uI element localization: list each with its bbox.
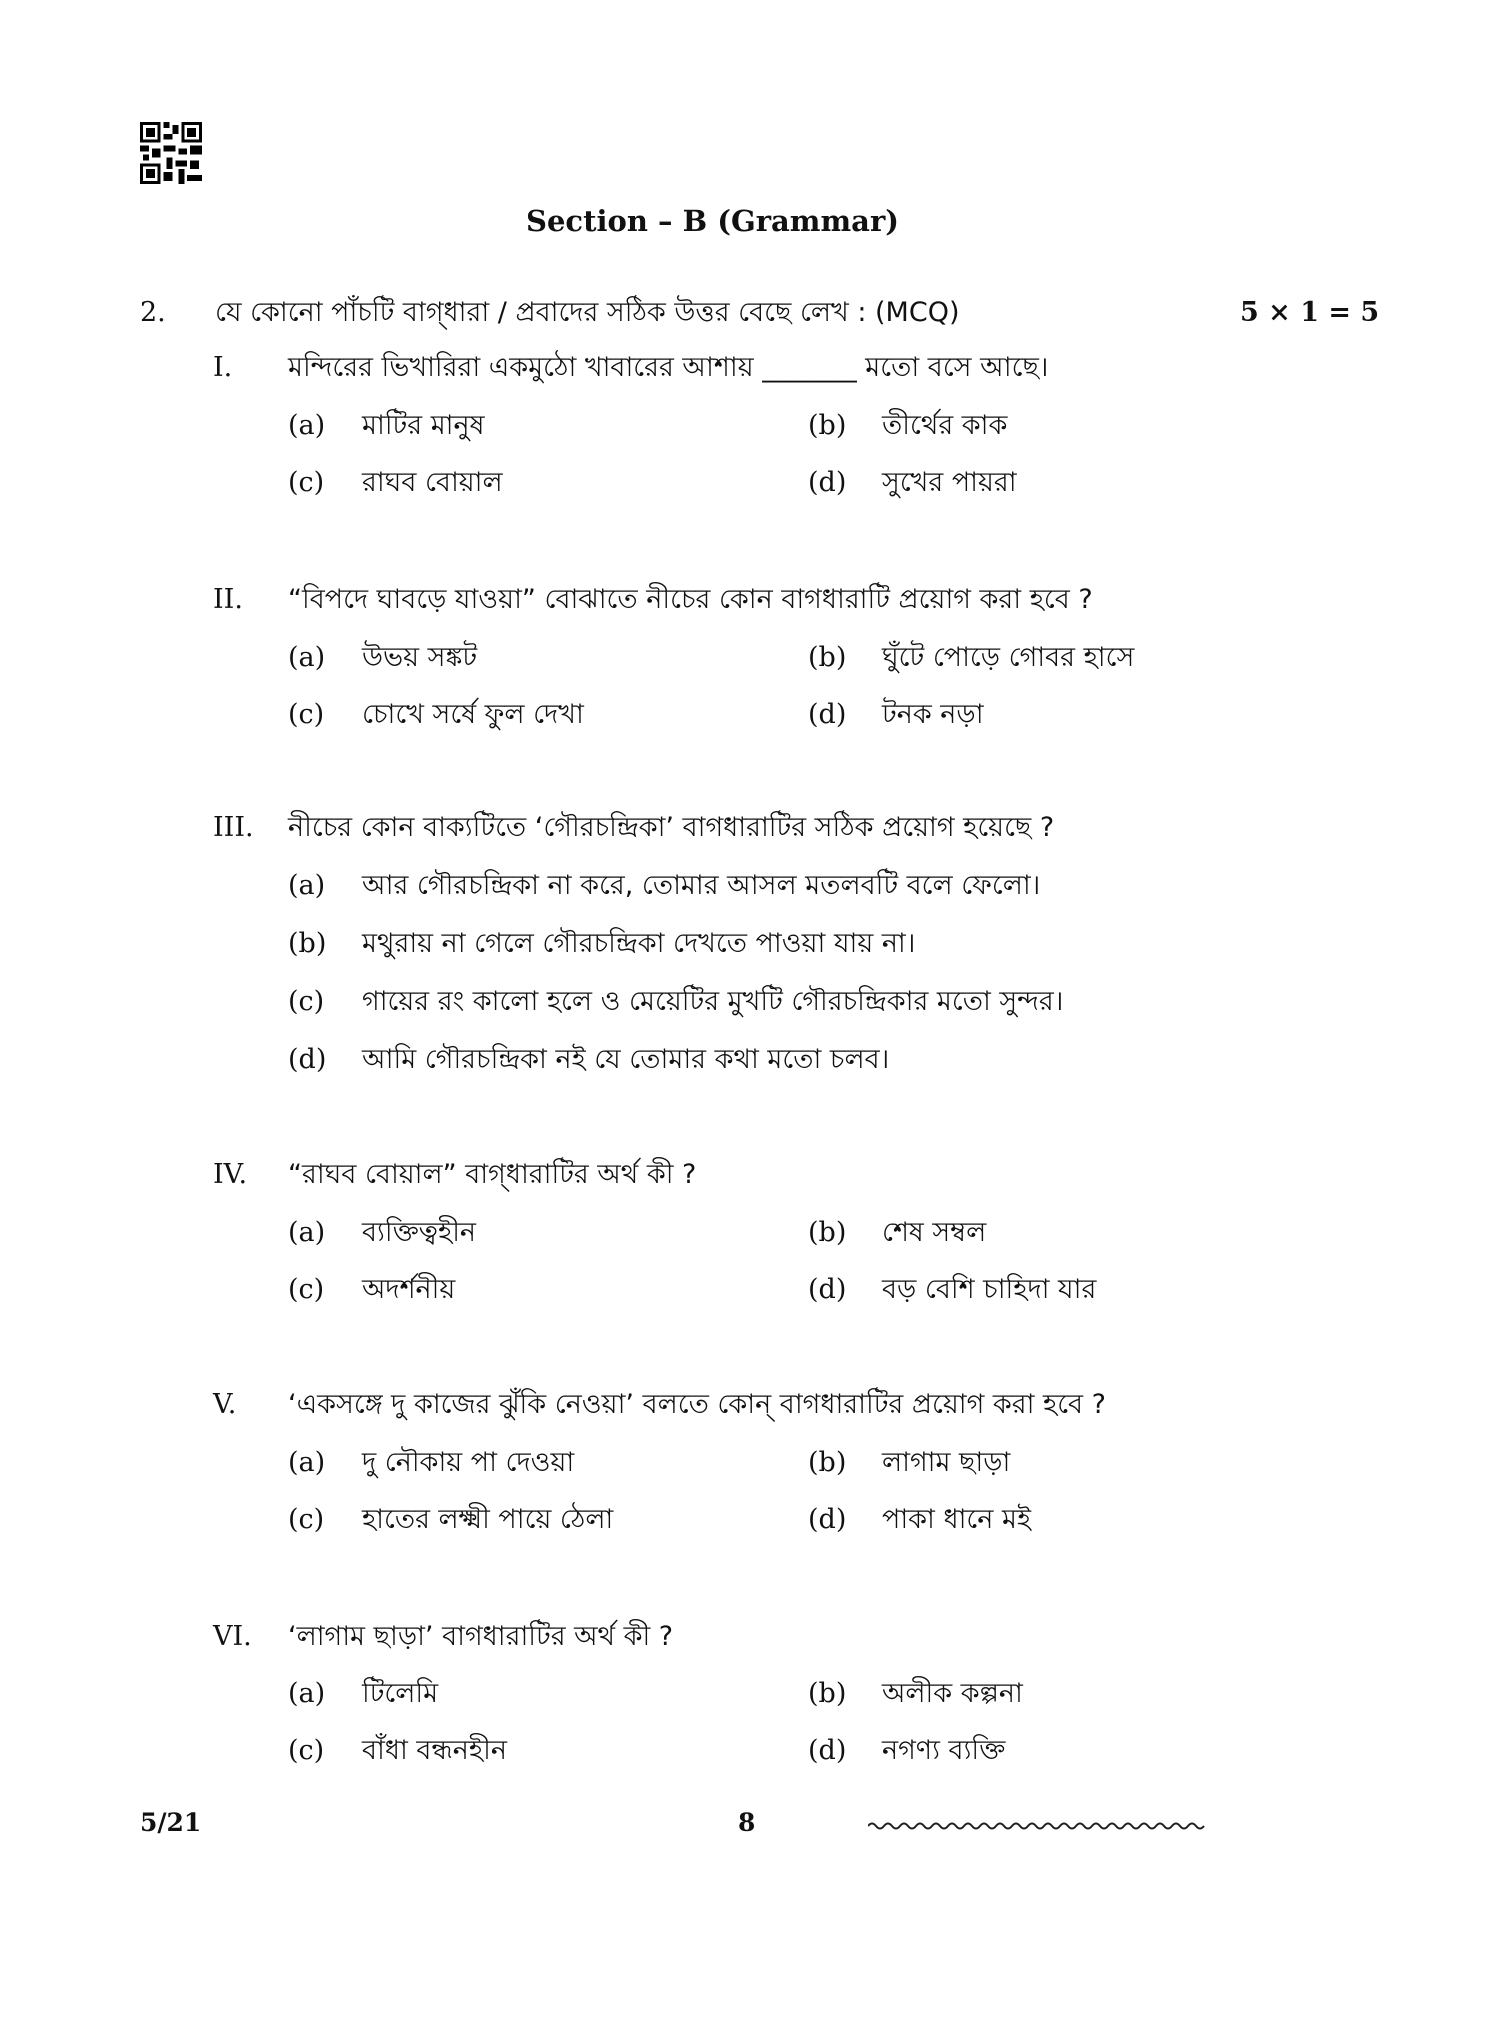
option-label: (c) xyxy=(288,1274,325,1305)
option-label: (a) xyxy=(288,642,326,673)
option-label: (c) xyxy=(288,986,325,1017)
page-number: 8 xyxy=(738,1808,756,1837)
wavy-line xyxy=(868,1818,1208,1837)
option-label: (b) xyxy=(288,928,327,959)
option-label: (a) xyxy=(288,870,326,901)
subquestion-text: মন্দিরের ভিখারিরা একমুঠো খাবারের আশায় _______ মতো বসে আছে। xyxy=(288,352,1049,383)
option-label: (b) xyxy=(808,1217,847,1248)
option-text: হাতের লক্ষ্মী পায়ে ঠেলা xyxy=(362,1504,614,1535)
question-marks: 5 × 1 = 5 xyxy=(1240,297,1380,328)
option-label: (b) xyxy=(808,1447,847,1478)
option-text: ঘুঁটে পোড়ে গোবর হাসে xyxy=(882,642,1135,673)
option-text: বাঁধা বন্ধনহীন xyxy=(362,1735,507,1766)
option-text: উভয় সঙ্কট xyxy=(362,642,478,673)
option-label: (d) xyxy=(808,1504,847,1535)
option-text: মথুরায় না গেলে গৌরচন্দ্রিকা দেখতে পাওয়া যায় না। xyxy=(362,928,916,959)
option-text: ব্যক্তিত্বহীন xyxy=(362,1217,477,1248)
option-text: টনক নড়া xyxy=(882,699,984,730)
option-label: (a) xyxy=(288,1447,326,1478)
option-text: শেষ সম্বল xyxy=(882,1217,987,1248)
subquestion-text: “বিপদে ঘাবড়ে যাওয়া” বোঝাতে নীচের কোন বাগধারাটি প্রয়োগ করা হবে ? xyxy=(288,584,1093,615)
option-label: (b) xyxy=(808,1678,847,1709)
option-label: (d) xyxy=(808,699,847,730)
subquestion-numeral: II. xyxy=(213,584,243,615)
option-text: রাঘব বোয়াল xyxy=(362,467,503,498)
option-text: তীর্থের কাক xyxy=(882,410,1008,441)
option-text: নগণ্য ব্যক্তি xyxy=(882,1735,1006,1766)
option-text: সুখের পায়রা xyxy=(882,467,1017,498)
option-text: মাটির মানুষ xyxy=(362,410,485,441)
option-text: আর গৌরচন্দ্রিকা না করে, তোমার আসল মতলবটি বলে ফেলো। xyxy=(362,870,1041,901)
option-text: চোখে সর্ষে ফুল দেখা xyxy=(362,699,584,730)
subquestion-numeral: I. xyxy=(213,352,233,383)
qr-code xyxy=(140,122,202,184)
subquestion-text: ‘লাগাম ছাড়া’ বাগধারাটির অর্থ কী ? xyxy=(288,1621,674,1652)
option-text: আমি গৌরচন্দ্রিকা নই যে তোমার কথা মতো চলব। xyxy=(362,1044,890,1075)
subquestion-numeral: IV. xyxy=(213,1159,248,1190)
option-label: (d) xyxy=(808,1274,847,1305)
subquestion-numeral: V. xyxy=(213,1389,237,1420)
option-text: লাগাম ছাড়া xyxy=(882,1447,1011,1478)
option-label: (b) xyxy=(808,410,847,441)
subquestion-numeral: VI. xyxy=(213,1621,252,1652)
subquestion-text: নীচের কোন বাক্যটিতে ‘গৌরচন্দ্রিকা’ বাগধারাটির সঠিক প্রয়োগ হয়েছে ? xyxy=(288,812,1055,843)
question-text: যে কোনো পাঁচটি বাগ্‌ধারা / প্রবাদের সঠিক উত্তর বেছে লেখ : (MCQ) xyxy=(215,297,960,328)
option-text: গায়ের রং কালো হলে ও মেয়েটির মুখটি গৌরচন্দ্রিকার মতো সুন্দর। xyxy=(362,986,1064,1017)
option-label: (a) xyxy=(288,410,326,441)
option-text: অলীক কল্পনা xyxy=(882,1678,1023,1709)
subquestion-text: “রাঘব বোয়াল” বাগ্‌ধারাটির অর্থ কী ? xyxy=(288,1159,697,1190)
option-label: (c) xyxy=(288,467,325,498)
option-text: পাকা ধানে মই xyxy=(882,1504,1032,1535)
option-label: (d) xyxy=(808,1735,847,1766)
subquestion-numeral: III. xyxy=(213,812,254,843)
option-label: (c) xyxy=(288,699,325,730)
option-label: (a) xyxy=(288,1217,326,1248)
question-number: 2. xyxy=(140,297,166,328)
option-label: (d) xyxy=(808,467,847,498)
option-label: (c) xyxy=(288,1735,325,1766)
option-label: (a) xyxy=(288,1678,326,1709)
option-label: (b) xyxy=(808,642,847,673)
option-text: টিলেমি xyxy=(362,1678,439,1709)
section-title: Section – B (Grammar) xyxy=(526,204,899,238)
option-text: অদর্শনীয় xyxy=(362,1274,456,1305)
option-label: (c) xyxy=(288,1504,325,1535)
option-label: (d) xyxy=(288,1044,327,1075)
footer-code: 5/21 xyxy=(140,1808,202,1837)
option-text: বড় বেশি চাহিদা যার xyxy=(882,1274,1097,1305)
option-text: দু নৌকায় পা দেওয়া xyxy=(362,1447,575,1478)
subquestion-text: ‘একসঙ্গে দু কাজের ঝুঁকি নেওয়া’ বলতে কোন্‌ বাগধারাটির প্রয়োগ করা হবে ? xyxy=(288,1389,1107,1420)
